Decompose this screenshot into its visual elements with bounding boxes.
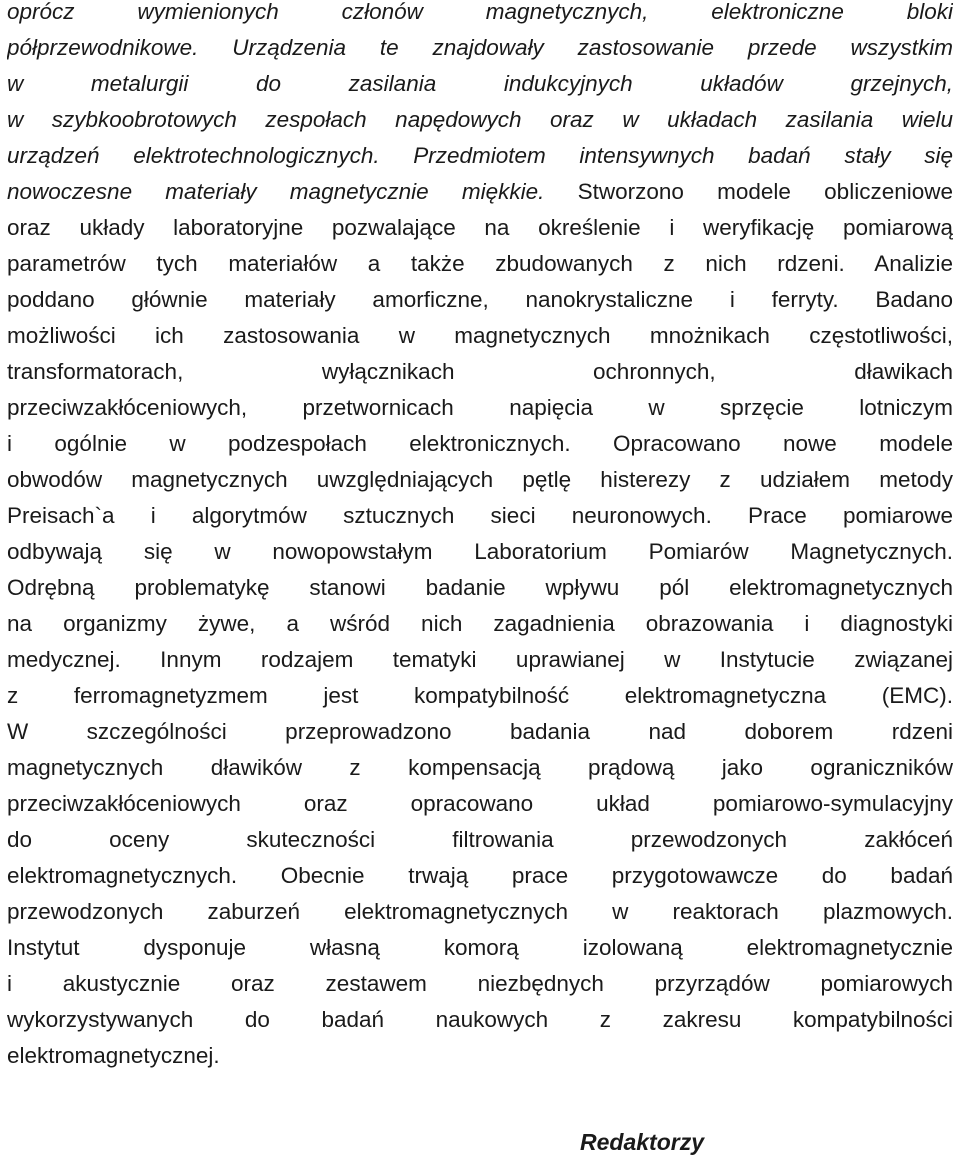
text-line	[7, 678, 953, 714]
text-segment: nowoczesne materiały magnetycznie miękkie.	[7, 179, 578, 204]
text-segment: do oceny skuteczności filtrowania przewodzonych zakłóceń	[7, 827, 953, 852]
text-segment: Preisach`a i algorytmów sztucznych sieci neuronowych. Prace pomiarowe	[7, 503, 953, 528]
text-segment: Odrębną problematykę stanowi badanie wpływu pól elektromagnetycznych	[7, 575, 953, 600]
text-line	[7, 318, 953, 354]
text-line	[7, 750, 953, 786]
text-segment: w szybkoobrotowych zespołach napędowych oraz w układach zasilania wielu	[7, 107, 953, 132]
text-segment: z ferromagnetyzmem jest kompatybilność elektromagnetyczna (EMC).	[7, 683, 953, 708]
signature-redaktorzy: Redaktorzy	[580, 1129, 704, 1155]
text-segment: parametrów tych materiałów a także zbudowanych z nich rdzeni. Analizie	[7, 251, 953, 276]
text-segment: W szczególności przeprowadzono badania nad doborem rdzeni	[7, 719, 953, 744]
text-segment: elektromagnetycznych. Obecnie trwają prace przygotowawcze do badań	[7, 863, 953, 888]
text-line	[7, 570, 953, 606]
text-line	[7, 462, 953, 498]
text-line	[7, 138, 953, 174]
text-segment: przeciwzakłóceniowych, przetwornicach napięcia w sprzęcie lotniczym	[7, 395, 953, 420]
text-line	[7, 66, 953, 102]
text-line	[7, 858, 953, 894]
text-segment: w metalurgii do zasilania indukcyjnych układów grzejnych,	[7, 71, 953, 96]
text-segment: i ogólnie w podzespołach elektronicznych. Opracowano nowe modele	[7, 431, 953, 456]
text-line	[7, 714, 953, 750]
text-segment: na organizmy żywe, a wśród nich zagadnienia obrazowania i diagnostyki	[7, 611, 953, 636]
text-segment: poddano głównie materiały amorficzne, nanokrystaliczne i ferryty. Badano	[7, 287, 953, 312]
text-segment: wykorzystywanych do badań naukowych z zakresu kompatybilności	[7, 1007, 953, 1032]
text-line	[7, 822, 953, 858]
text-line	[7, 966, 953, 1002]
text-line	[7, 246, 953, 282]
text-line	[7, 498, 953, 534]
text-segment: przewodzonych zaburzeń elektromagnetycznych w reaktorach plazmowych.	[7, 899, 953, 924]
text-segment: transformatorach, wyłącznikach ochronnych, dławikach	[7, 359, 953, 384]
text-line	[7, 1002, 953, 1038]
text-line	[7, 0, 953, 30]
text-line	[7, 174, 953, 210]
text-segment: Stworzono modele obliczeniowe	[577, 179, 953, 204]
text-line	[7, 102, 953, 138]
text-segment: oraz układy laboratoryjne pozwalające na określenie i weryfikację pomiarową	[7, 215, 953, 240]
text-line	[7, 1038, 953, 1074]
text-line	[7, 282, 953, 318]
text-line	[7, 30, 953, 66]
text-line	[7, 930, 953, 966]
text-line	[7, 354, 953, 390]
text-segment: obwodów magnetycznych uwzględniających pętlę histerezy z udziałem metody	[7, 467, 953, 492]
text-segment: magnetycznych dławików z kompensacją prądową jako ograniczników	[7, 755, 953, 780]
text-line	[7, 606, 953, 642]
text-segment: możliwości ich zastosowania w magnetycznych mnożnikach częstotliwości,	[7, 323, 953, 348]
text-segment: półprzewodnikowe. Urządzenia te znajdowały zastosowanie przede wszystkim	[7, 35, 953, 60]
body-paragraph	[7, 0, 953, 1074]
text-segment: medycznej. Innym rodzajem tematyki uprawianej w Instytucie związanej	[7, 647, 953, 672]
text-line	[7, 786, 953, 822]
text-segment: i akustycznie oraz zestawem niezbędnych przyrządów pomiarowych	[7, 971, 953, 996]
text-line	[7, 534, 953, 570]
text-segment: Instytut dysponuje własną komorą izolowaną elektromagnetycznie	[7, 935, 953, 960]
text-line	[7, 894, 953, 930]
text-line	[7, 210, 953, 246]
text-segment: urządzeń elektrotechnologicznych. Przedmiotem intensywnych badań stały się	[7, 143, 953, 168]
text-segment: odbywają się w nowopowstałym Laboratorium Pomiarów Magnetycznych.	[7, 539, 953, 564]
text-segment: przeciwzakłóceniowych oraz opracowano układ pomiarowo-symulacyjny	[7, 791, 953, 816]
text-line	[7, 642, 953, 678]
text-line	[7, 426, 953, 462]
text-segment: oprócz wymienionych członów magnetycznych, elektroniczne bloki	[7, 0, 953, 24]
text-line	[7, 390, 953, 426]
text-segment: elektromagnetycznej.	[7, 1043, 220, 1068]
